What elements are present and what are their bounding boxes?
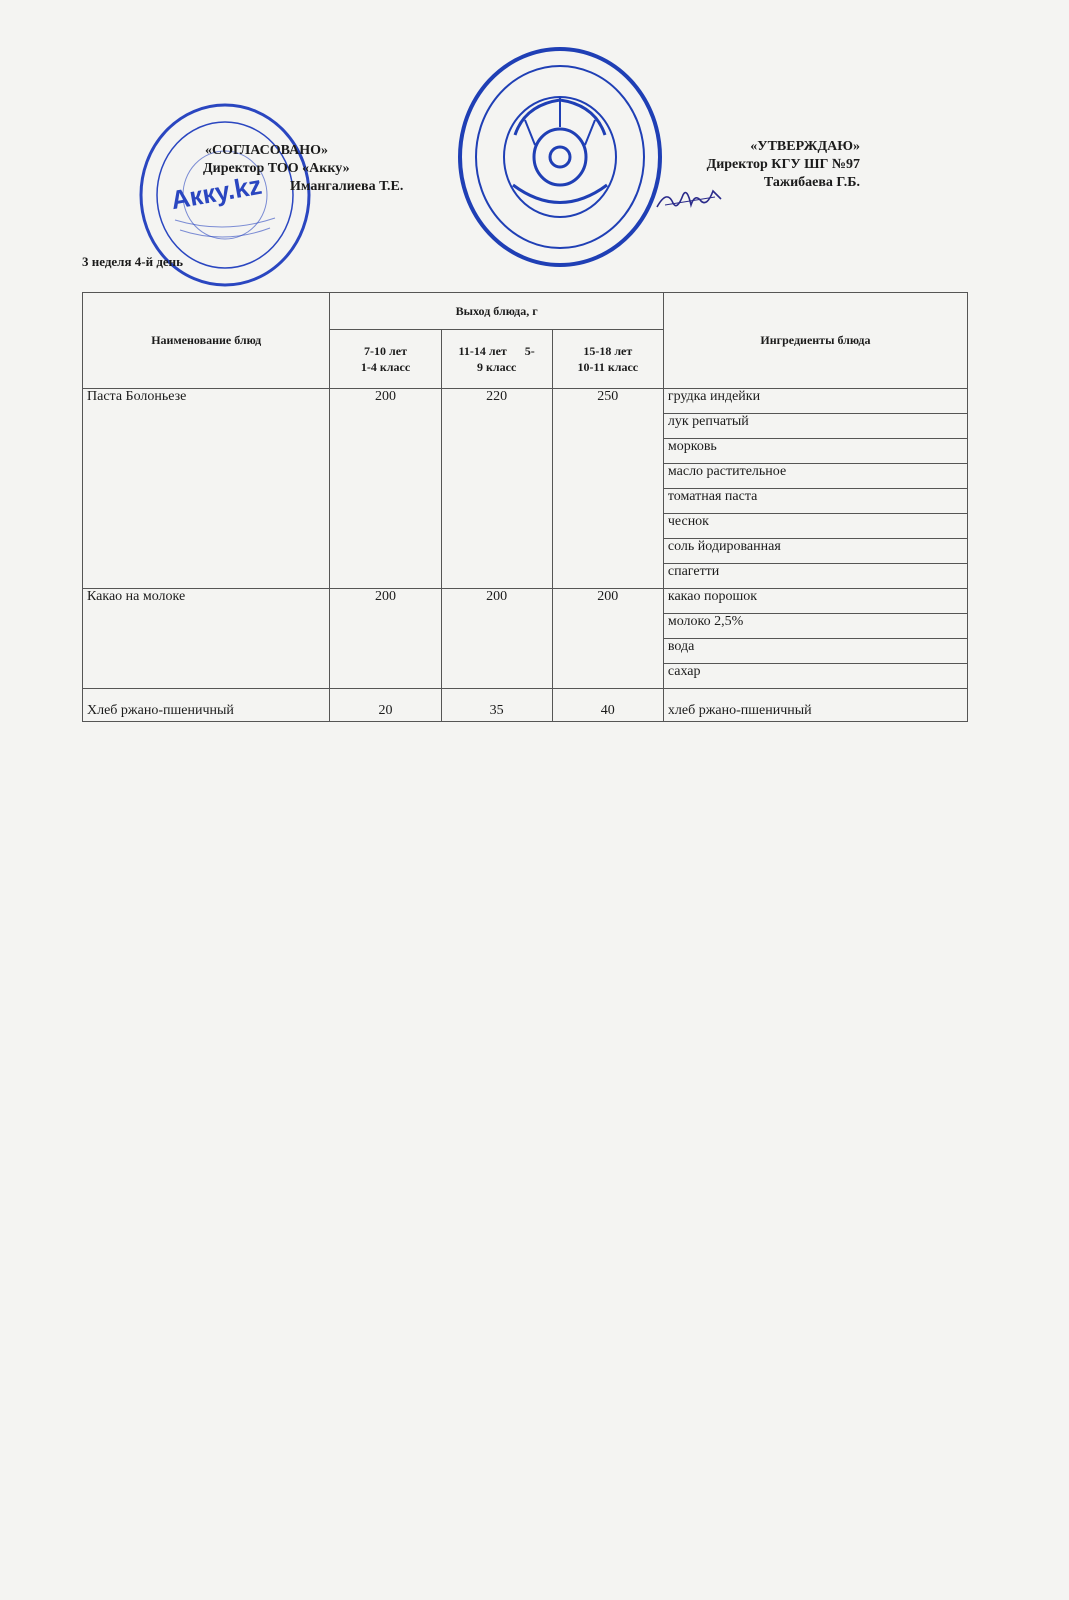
table-row — [83, 389, 968, 414]
header-age-group: 11-14 лет 5- 9 класс — [441, 330, 552, 389]
approved-name: Тажибаева Г.Б. — [763, 175, 860, 190]
header-ingredients: Ингредиенты блюда — [663, 293, 967, 389]
ingredient: чеснок — [663, 514, 967, 539]
ingredient: вода — [663, 639, 967, 664]
week-day-label: 3 неделя 4-й день — [82, 254, 184, 269]
approved-position: Директор КГУ ШГ №97 — [706, 157, 860, 172]
yield-value: 200 — [330, 389, 441, 589]
ingredient: морковь — [663, 439, 967, 464]
approval-agreed-block — [200, 142, 430, 196]
right-school-stamp — [455, 45, 665, 270]
ingredient: лук репчатый — [663, 414, 967, 439]
yield-value: 20 — [330, 689, 441, 722]
yield-value: 200 — [552, 589, 663, 689]
ingredient: томатная паста — [663, 489, 967, 514]
approval-approved-block — [660, 138, 860, 192]
agreed-title: «СОГЛАСОВАНО» — [205, 143, 328, 158]
ingredient: спагетти — [663, 564, 967, 589]
dish-name: Паста Болоньезе — [83, 389, 330, 589]
yield-value: 200 — [441, 589, 552, 689]
header-dish-name: Наименование блюд — [83, 293, 330, 389]
agreed-position: Директор ТОО «Акку» — [203, 161, 350, 176]
left-stamp-text: Акку.kz — [168, 169, 265, 216]
approved-title: «УТВЕРЖДАЮ» — [750, 139, 860, 154]
yield-value: 40 — [552, 689, 663, 722]
yield-value: 250 — [552, 389, 663, 589]
yield-value: 35 — [441, 689, 552, 722]
ingredient: молоко 2,5% — [663, 614, 967, 639]
header-age-group: 15-18 лет 10-11 класс — [552, 330, 663, 389]
dish-name: Какао на молоке — [83, 589, 330, 689]
header-age-group: 7-10 лет 1-4 класс — [330, 330, 441, 389]
header-yield: Выход блюда, г — [330, 293, 663, 330]
yield-value: 220 — [441, 389, 552, 589]
ingredient: соль йодированная — [663, 539, 967, 564]
yield-value: 200 — [330, 589, 441, 689]
ingredient: сахар — [663, 664, 967, 689]
ingredient: хлеб ржано-пшеничный — [663, 689, 967, 722]
dish-name: Хлеб ржано-пшеничный — [83, 689, 330, 722]
ingredient: масло растительное — [663, 464, 967, 489]
ingredient: грудка индейки — [663, 389, 967, 414]
agreed-name: Имангалиева Т.Е. — [290, 179, 404, 194]
table-row — [83, 589, 968, 614]
menu-table — [82, 292, 968, 722]
ingredient: какао порошок — [663, 589, 967, 614]
table-row — [83, 689, 968, 722]
